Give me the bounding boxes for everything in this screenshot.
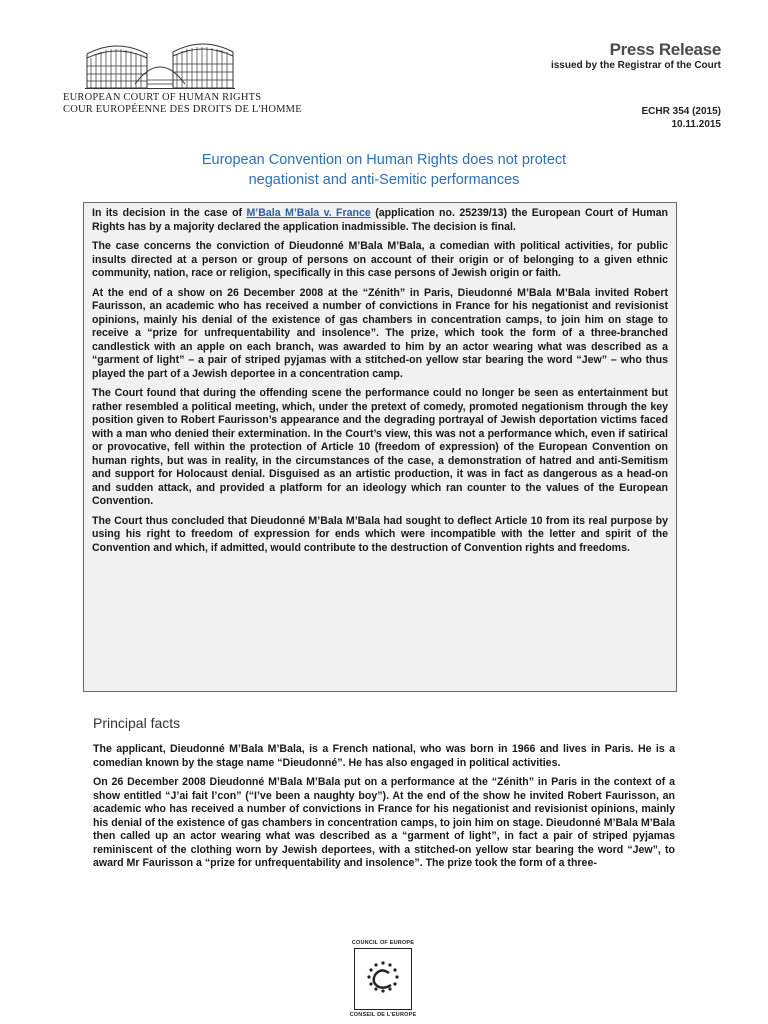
headline-line-2: negationist and anti-Semitic performances bbox=[248, 172, 520, 188]
coe-name-en: COUNCIL OF EUROPE bbox=[351, 940, 415, 946]
press-release-title: Press Release bbox=[609, 40, 721, 59]
issued-by-text: issued by the Registrar of the Court bbox=[550, 60, 721, 71]
release-date: 10.11.2015 bbox=[671, 119, 721, 130]
court-name-fr: COUR EUROPÉENNE DES DROITS DE L'HOMME bbox=[63, 104, 302, 115]
summary-paragraph: The Court found that during the offending scene the performance could no longer be seen as entertainment but rather resembled a political meeting, which, under the pretext of comedy, promoted negationism through the key position given to Robert Faurisson’s appearance and the degrading portrayal of Jewish deportation victims faced with a man who denied their extermination. In the Court’s view, this was not a performance which, even if satirical or provocative, fell within the protection of Article 10 (freedom of expression) of the European Convention on human rights, but was in reality, in the circumstances of the case, a demonstration of hatred and anti-Semitism and support for Holocaust denial. Disguised as an artistic production, it was in fact as dangerous as a head-on and sudden attack, and provided a platform for an ideology which ran counter to the values of the European Convention. bbox=[92, 387, 668, 507]
case-link[interactable]: M’Bala M’Bala v. France bbox=[246, 207, 371, 219]
principal-facts-body bbox=[93, 743, 675, 877]
court-building-icon bbox=[85, 40, 235, 92]
summary-text: (application no. 25239/13) the European Court of Human Rights has by a majority declared the application inadmissible. The decision is final. bbox=[92, 207, 668, 233]
summary-paragraph bbox=[92, 207, 668, 234]
body-paragraph: The applicant, Dieudonné M’Bala M’Bala, is a French national, who was born in 1966 and lives in Paris. He is a comedian known by the stage name “Dieudonné”. He has also engaged in political activities. bbox=[93, 743, 675, 769]
summary-paragraph: The case concerns the conviction of Dieudonné M’Bala M’Bala, a comedian with political activities, for public insults directed at a person or group of persons on account of their origin or of belonging to a given ethnic community, nation, race or religion, specifically in this case persons of Jewish origin or faith. bbox=[92, 240, 668, 279]
coe-name-fr: CONSEIL DE L'EUROPE bbox=[349, 1012, 417, 1018]
summary-paragraph: The Court thus concluded that Dieudonné M’Bala M’Bala had sought to deflect Article 10 from its real purpose by using his right to freedom of expression for ends which were incompatible with the letter and spirit of the Convention and which, if admitted, would contribute to the destruction of Convention rights and freedoms. bbox=[92, 514, 668, 554]
court-logo bbox=[63, 40, 303, 116]
headline bbox=[0, 150, 768, 190]
summary-paragraph: At the end of a show on 26 December 2008 at the “Zénith” in Paris, Dieudonné M’Bala M’Bala invited Robert Faurisson, an academic who has received a number of convictions in France for his negationist and revisionist opinions, mainly his denial of the existence of gas chambers in concentration camps, to join him on stage to receive a “prize for unfrequentability and insolence”. The prize, which took the form of a three-branched candlestick with an apple on each branch, was awarded to him by an actor wearing what was described as a “garment of light” – a pair of striped pyjamas with a stitched-on yellow star bearing the word “Jew” – who thus played the part of a Jewish deportee in a concentration camp. bbox=[92, 286, 668, 380]
coe-star-circle-icon bbox=[355, 949, 411, 1009]
summary-box bbox=[83, 202, 677, 692]
section-title: Principal facts bbox=[93, 715, 181, 731]
headline-line-1: European Convention on Human Rights does not protect bbox=[201, 152, 567, 168]
reference-block bbox=[642, 105, 721, 131]
body-paragraph: On 26 December 2008 Dieudonné M’Bala M’Bala put on a performance at the “Zénith” in Paris in the context of a show entitled “J’ai fait l’con” (“I’ve been a naughty boy”). At the end of the show he invited Robert Faurisson, an academic who has received a number of convictions in France for his negationist and revisionist opinions, mainly his denial of the existence of gas chambers in concentration camps, to join him on stage. Dieudonné M’Bala M’Bala then called up an actor wearing what was described as a “garment of light”, in fact a pair of striped pyjamas reminiscent of the clothing worn by Jewish deportees, with a stitched-on yellow star bearing the word “Jew”, to award Mr Faurisson a “prize for unfrequentability and insolence”. The prize took the form of a three- bbox=[93, 776, 675, 869]
summary-text: In its decision in the case of bbox=[92, 207, 247, 219]
ref-number: ECHR 354 (2015) bbox=[641, 106, 721, 117]
court-name-en: EUROPEAN COURT OF HUMAN RIGHTS bbox=[63, 92, 262, 103]
council-of-europe-logo bbox=[340, 940, 426, 1018]
coe-emblem bbox=[354, 948, 412, 1010]
